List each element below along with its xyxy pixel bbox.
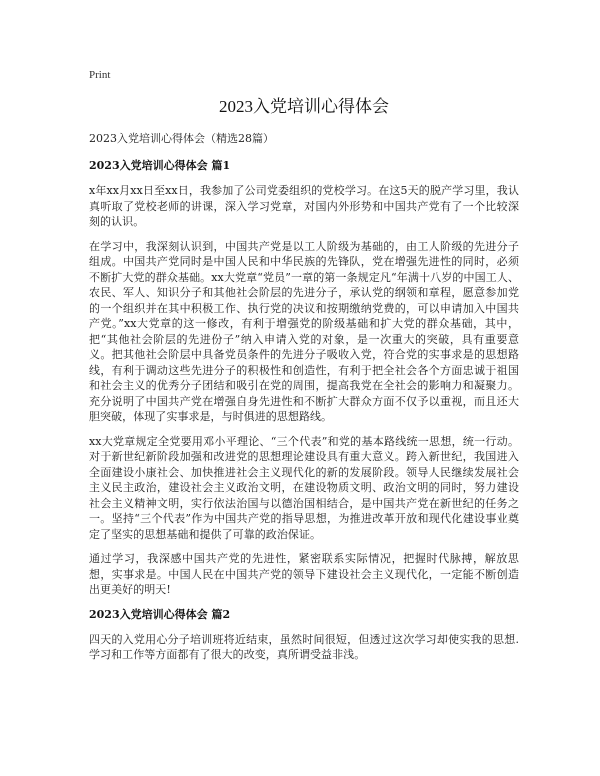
print-link[interactable]: Print xyxy=(89,69,111,81)
section-heading: 2023入党培训心得体会 篇2 xyxy=(89,607,231,621)
section-heading: 2023入党培训心得体会 篇1 xyxy=(89,159,231,172)
paragraph: 四天的入党用心分子培训班将近结束，虽然时间很短，但透过这次学习却使实我的思想.学习和工作等方面都有了很大的改变，真所谓受益非浅。 xyxy=(89,632,519,661)
article-section-2 xyxy=(89,607,519,663)
paragraph: x年xx月xx日至xx日，我参加了公司党委组织的党校学习。在这5天的脱产学习里，我认真听取了党校老师的讲课，深入学习党章，对国内外形势和中国共产党有了一个比较深刻的认识。 xyxy=(89,184,519,228)
paragraph: 通过学习，我深感中国共产党的先进性，紧密联系实际情况，把握时代脉搏，解放思想，实事求是。中国人民在中国共产党的领导下建设社会主义现代化，一定能不断创造出更美好的明天! xyxy=(89,552,519,596)
paragraph: xx大党章规定全党要用邓小平理论、“三个代表”和党的基本路线统一思想，统一行动。对于新世纪新阶段加强和改进党的思想理论建设具有重大意义。跨入新世纪，我国进入全面建设小康社会、加快推进社会主义现代化的新的发展阶段。领导人民继续发展社会主义民主政治，建设社会主义政治文明，在建设物质文明、政治文明的同时，努力建设社会主义精神文明，实行依法治国与以德治国相结合，是中国共产党在新世纪的任务之一。坚持“三个代表”作为中国共产党的指导思想，为推进改革开放和现代化建设事业奠定了坚实的思想基础和提供了可靠的政治保证。 xyxy=(89,434,519,541)
article-section-1 xyxy=(89,158,519,598)
paragraph: 在学习中，我深刻认识到，中国共产党是以工人阶级为基础的，由工人阶级的先进分子组成。中国共产党同时是中国人民和中华民族的先锋队，党在增强先进性的同时，必须不断扩大党的群众基础。xx大党章“党员”一章的第一条规定凡“年满十八岁的中国工人、农民、军人、知识分子和其他社会阶层的先进分子，承认党的纲领和章程，愿意参加党的一个组织并在其中积极工作、执行党的决议和按期缴纳党费的，可以申请加入中国共产党。”xx大党章的这一修改，有利于增强党的阶级基础和扩大党的群众基础，其中，把“其他社会阶层的先进份子”纳入申请入党的对象，是一次重大的突破，具有重要意义。把其他社会阶层中具备党员条件的先进分子吸收入党，符合党的实事求是的思想路线，有利于调动这些先进分子的积极性和创造性，有利于把全社会各个方面忠诚于祖国和社会主义的优秀分子团结和吸引在党的周围，提高我党在全社会的影响力和凝聚力。充分说明了中国共产党在增强自身先进性和不断扩大群众方面不仅予以重视，而且还大胆突破，体现了实事求是，与时俱进的思想路线。 xyxy=(89,239,519,423)
document-subtitle: 2023入党培训心得体会（精选28篇） xyxy=(89,132,274,145)
document-page xyxy=(89,68,519,672)
page-title: 2023入党培训心得体会 xyxy=(219,97,389,116)
